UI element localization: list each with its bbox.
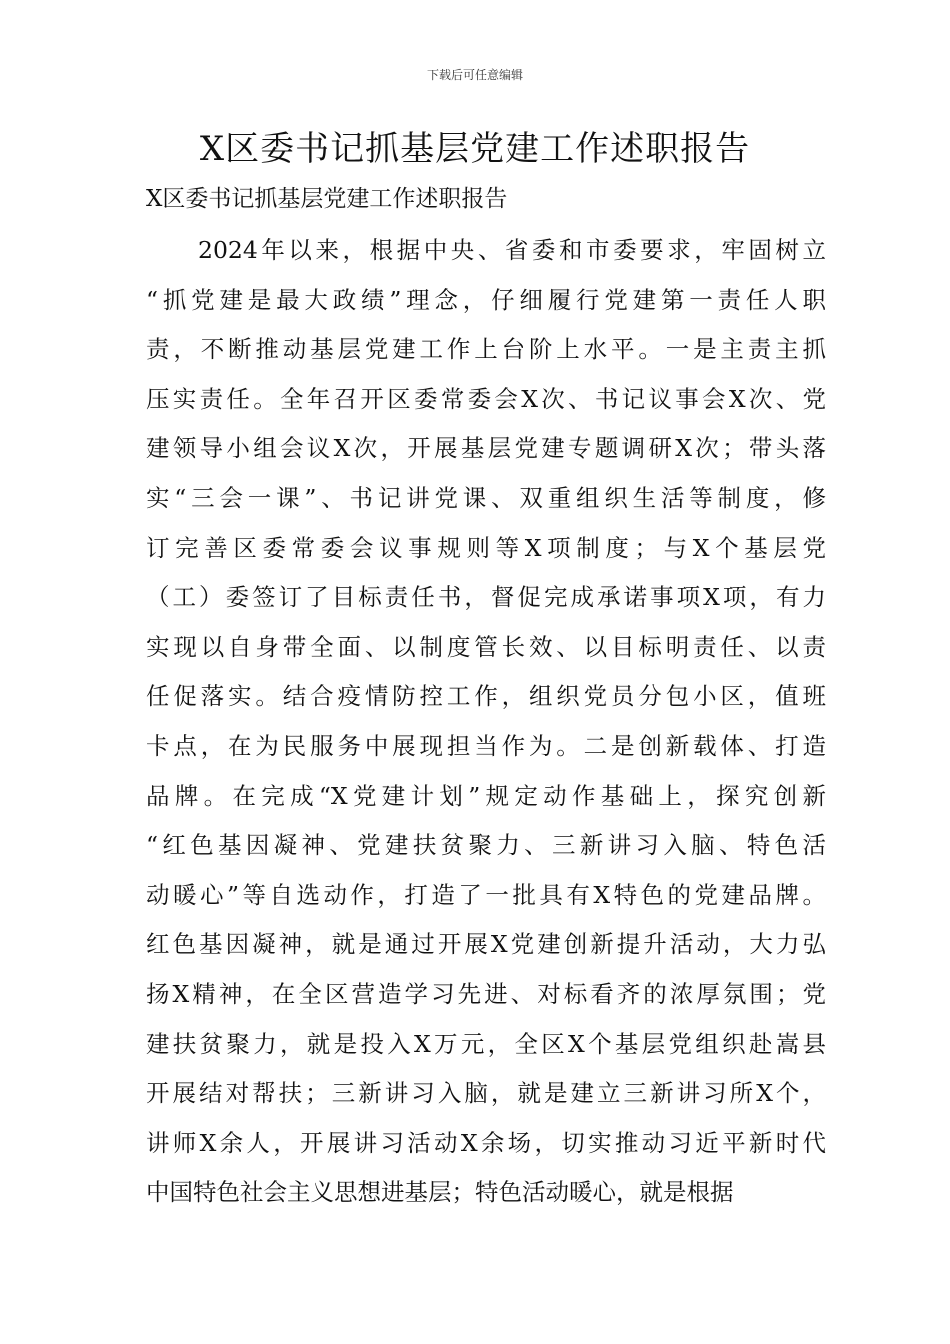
body-line: 品牌。在完成“X党建计划”规定动作基础上，探究创新 xyxy=(146,781,826,810)
body-line: 任促落实。结合疫情防控工作，组织党员分包小区，值班 xyxy=(146,682,826,711)
body-line: 2024年以来，根据中央、省委和市委要求，牢固树立 xyxy=(198,236,826,264)
body-line: “抓党建是最大政绩”理念，仔细履行党建第一责任人职 xyxy=(146,285,826,314)
body-line: 卡点，在为民服务中展现担当作为。二是创新载体、打造 xyxy=(146,731,826,760)
header-note: 下载后可任意编辑 xyxy=(426,68,523,82)
body-line: 实“三会一课”、书记讲党课、双重组织生活等制度，修 xyxy=(146,483,826,512)
body-line: 讲师X余人，开展讲习活动X余场，切实推动习近平新时代 xyxy=(146,1128,826,1157)
body-paragraph xyxy=(146,230,826,1222)
body-line: 红色基因凝神，就是通过开展X党建创新提升活动，大力弘 xyxy=(146,930,826,959)
body-line: 责，不断推动基层党建工作上台阶上水平。一是主责主抓 xyxy=(146,335,826,364)
body-line: 开展结对帮扶；三新讲习入脑，就是建立三新讲习所X个， xyxy=(146,1079,826,1108)
body-line: 压实责任。全年召开区委常委会X次、书记议事会X次、党 xyxy=(146,384,826,413)
document-title: X区委书记抓基层党建工作述职报告 xyxy=(199,129,751,169)
body-line: （工）委签订了目标责任书，督促完成承诺事项X项，有力 xyxy=(146,583,826,612)
body-line: 建领导小组会议X次，开展基层党建专题调研X次；带头落 xyxy=(146,434,826,463)
body-line: 建扶贫聚力，就是投入X万元，全区X个基层党组织赴嵩县 xyxy=(146,1029,826,1058)
body-line: 扬X精神，在全区营造学习先进、对标看齐的浓厚氛围；党 xyxy=(146,979,826,1008)
body-line: 订完善区委常委会议事规则等X项制度；与X个基层党 xyxy=(146,533,826,562)
document-subtitle: X区委书记抓基层党建工作述职报告 xyxy=(146,186,508,212)
body-line: 实现以自身带全面、以制度管长效、以目标明责任、以责 xyxy=(146,632,826,661)
body-line: 中国特色社会主义思想进基层；特色活动暖心，就是根据 xyxy=(146,1178,734,1207)
body-line: 动暖心”等自选动作，打造了一批具有X特色的党建品牌。 xyxy=(146,880,826,909)
body-line: “红色基因凝神、党建扶贫聚力、三新讲习入脑、特色活 xyxy=(146,831,826,860)
